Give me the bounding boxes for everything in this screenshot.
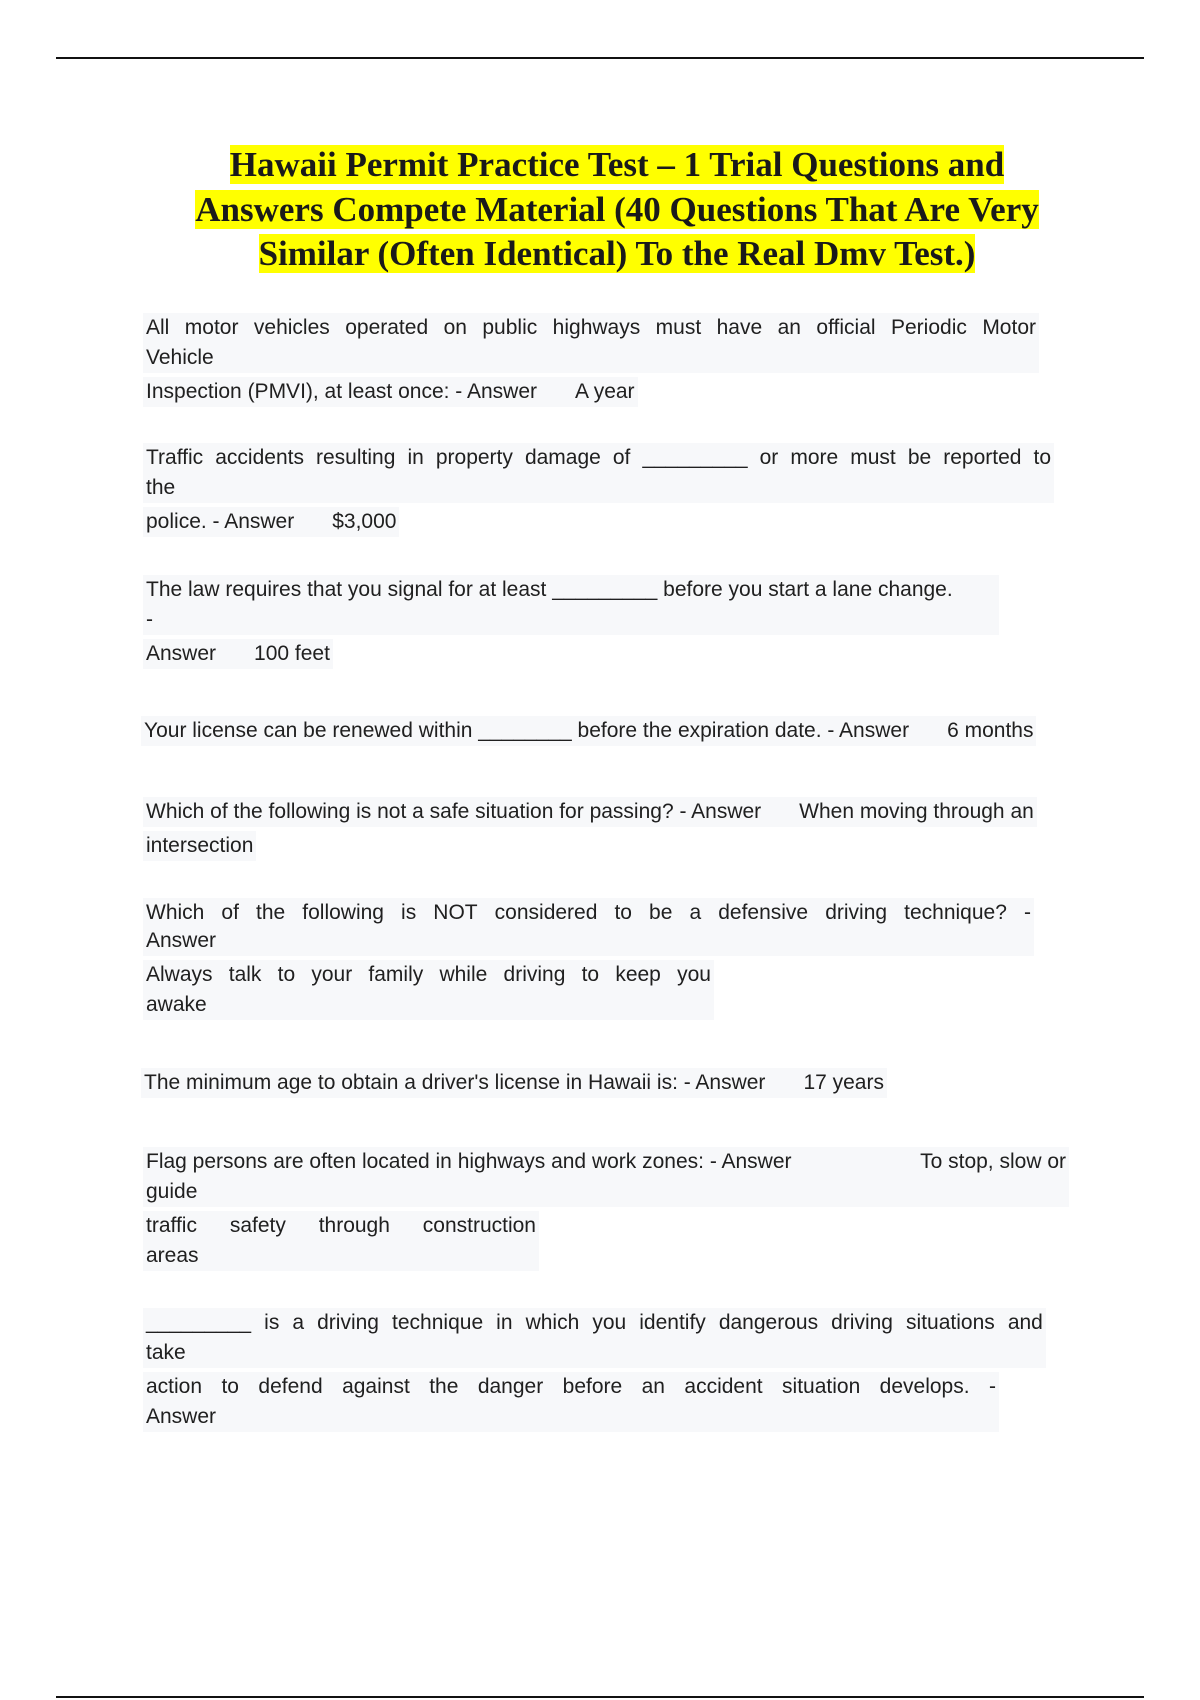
- question-text: Which of the following is not a safe situation for passing? - Answer When moving through an: [143, 797, 1037, 827]
- title-line-3: Similar (Often Identical) To the Real Dmv Test.): [258, 234, 976, 273]
- question-text: Traffic accidents resulting in property damage of _________ or more must be reported to: [143, 443, 1054, 473]
- answer-text: To stop, slow or: [920, 1150, 1066, 1173]
- question-text: the: [143, 473, 1054, 503]
- answer-text: 17 years: [803, 1071, 884, 1094]
- answer-text: intersection: [143, 831, 256, 861]
- answer-text: 6 months: [947, 719, 1034, 742]
- question-text: Your license can be renewed within ________ before the expiration date. - Answer 6 months: [141, 716, 1036, 746]
- question-text: All motor vehicles operated on public highways must have an official Periodic Motor: [143, 313, 1039, 343]
- question-text: _________ is a driving technique in which you identify dangerous driving situations and: [143, 1308, 1046, 1338]
- answer-text: Always talk to your family while driving to keep you: [143, 960, 714, 990]
- question-text: Answer 100 feet: [143, 639, 333, 669]
- answer-text: A year: [575, 380, 635, 403]
- question-text: police. - Answer $3,000: [143, 507, 399, 537]
- answer-text: guide: [143, 1177, 1069, 1207]
- question-text: Answer: [143, 926, 1034, 956]
- question-text: take: [143, 1338, 1046, 1368]
- answer-text: When moving through an: [799, 800, 1034, 823]
- question-text: -: [143, 605, 999, 635]
- question-text: The law requires that you signal for at least _________ before you start a lane change.: [143, 575, 999, 605]
- title-line-2: Answers Compete Material (40 Questions That Are Very: [195, 189, 1039, 229]
- question-text: Flag persons are often located in highways and work zones: - Answer To stop, slow or: [143, 1147, 1069, 1177]
- answer-text: awake: [143, 990, 714, 1020]
- question-text: The minimum age to obtain a driver's license in Hawaii is: - Answer 17 years: [141, 1068, 887, 1098]
- answer-text: $3,000: [332, 510, 397, 533]
- bottom-rule: [56, 1696, 1144, 1698]
- question-text: Inspection (PMVI), at least once: - Answer A year: [143, 377, 638, 407]
- question-text: action to defend against the danger before an accident situation develops. -: [143, 1372, 999, 1402]
- question-text: Answer: [143, 1402, 999, 1432]
- answer-text: areas: [143, 1241, 539, 1271]
- question-text: Vehicle: [143, 343, 1039, 373]
- answer-text: traffic safety through construction: [143, 1211, 539, 1241]
- answer-text: 100 feet: [254, 642, 330, 665]
- document-title: [60, 143, 1174, 277]
- top-rule: [56, 57, 1144, 59]
- question-text: Which of the following is NOT considered to be a defensive driving technique? -: [143, 898, 1034, 928]
- title-line-1: Hawaii Permit Practice Test – 1 Trial Questions and: [229, 145, 1005, 184]
